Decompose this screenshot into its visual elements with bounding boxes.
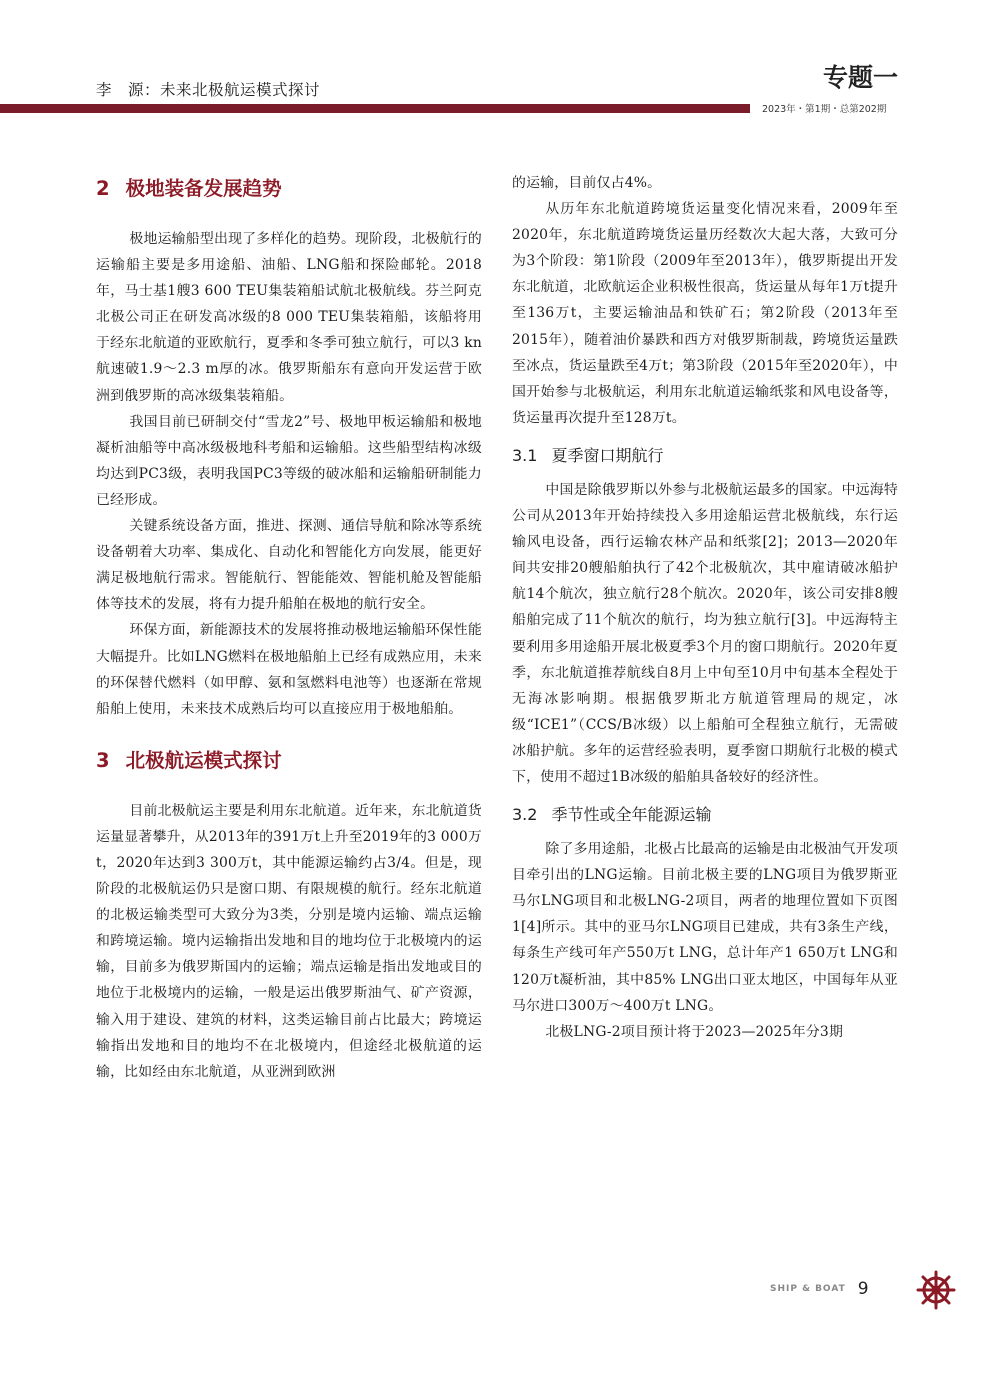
running-head-author-title: 李 源：未来北极航运模式探讨 — [96, 81, 321, 99]
header-rule — [0, 104, 750, 113]
paragraph-continued: 的运输，目前仅占4%。 — [512, 175, 662, 191]
page-number: 9 — [857, 1279, 869, 1299]
page-footer — [770, 1279, 869, 1299]
section-title: 极地装备发展趋势 — [125, 177, 282, 200]
section-number: 2 — [96, 177, 110, 200]
section-number: 3 — [96, 748, 110, 772]
paragraph: 极地运输船型出现了多样化的趋势。现阶段，北极航行的运输船主要是多用途船、油船、LNG船和探险邮轮。2018年，马士基1艘3 600 TEU集装箱船试航北极航线。芬兰阿克北极公司正在研发高冰级的8 000 TEU集装箱船，该船将用于经东北航道的亚欧航行，夏季和冬季可独立航行，可以3 kn航速破1.9～2.3 m厚的冰。俄罗斯船东有意向开发运营于欧洲到俄罗斯的高冰级集装箱船。 — [96, 231, 482, 404]
paragraph: 环保方面，新能源技术的发展将推动极地运输船环保性能大幅提升。比如LNG燃料在极地船舶上已经有成熟应用，未来的环保替代燃料（如甲醇、氨和氢燃料电池等）也逐渐在常规船舶上使用，未来技术成熟后均可以直接应用于极地船舶。 — [96, 622, 482, 717]
section-label: 专题一 — [822, 63, 898, 92]
paragraph: 北极LNG-2项目预计将于2023—2025年分3期 — [545, 1023, 844, 1040]
section-2-heading — [96, 174, 482, 204]
left-column — [96, 170, 482, 1085]
paragraph: 中国是除俄罗斯以外参与北极航运最多的国家。中远海特公司从2013年开始持续投入多用途船运营北极航线，东行运输风电设备，西行运输农林产品和纸浆[2]；2013—2020年间共安排20艘船舶执行了42个北极航次，其中雇请破冰船护航14个航次，独立航行28个航次。2020年，该公司安排8艘船舶完成了11个航次的航行，均为独立航行[3]。中远海特主要利用多用途船开展北极夏季3个月的窗口期航行。2020年夏季，东北航道推荐航线自8月上中旬至10月中旬基本全程处于无海冰影响期。根据俄罗斯北方航道管理局的规定，冰级“ICE1”（CCS/B冰级）以上船舶可全程独立航行，无需破冰船护航。多年的运营经验表明，夏季窗口期航行北极的模式下，使用不超过1B冰级的船舶具备较好的经济性。 — [512, 481, 898, 785]
subsection-title: 季节性或全年能源运输 — [551, 805, 712, 825]
paragraph: 目前北极航运主要是利用东北航道。近年来，东北航道货运量显著攀升，从2013年的391万t上升至2019年的3 000万t，2020年达到3 300万t，其中能源运输约占3/4。但是，现阶段的北极航运仍只是窗口期、有限规模的航行。经东北航道的北极运输类型可大致分为3类，分别是境内运输、端点运输和跨境运输。境内运输指出发地和目的地均位于北极境内的运输，目前多为俄罗斯国内的运输；端点运输是指出发地或目的地位于北极境内的运输，一般是运出俄罗斯油气、矿产资源，输入用于建设、建筑的材料，这类运输目前占比最大；跨境运输指出发地和目的地均不在北极境内，但途经北极航道的运输，比如经由东北航道，从亚洲到欧洲 — [96, 802, 482, 1080]
issue-info: 2023年・第1期・总第202期 — [762, 104, 887, 115]
subsection-number: 3.2 — [512, 805, 538, 825]
paragraph: 关键系统设备方面，推进、探测、通信导航和除冰等系统设备朝着大功率、集成化、自动化和智能化方向发展，能更好满足极地航行需求。智能航行、智能能效、智能机舱及智能船体等技术的发展，将有力提升船舶在极地的航行安全。 — [96, 518, 482, 613]
right-column — [512, 170, 898, 1045]
subsection-3-2-heading — [512, 802, 898, 828]
ship-wheel-icon — [916, 1270, 956, 1310]
paragraph: 除了多用途船，北极占比最高的运输是由北极油气开发项目牵引出的LNG运输。目前北极主要的LNG项目为俄罗斯亚马尔LNG项目和北极LNG-2项目，两者的地理位置如下页图1[4]所示。其中的亚马尔LNG项目已建成，共有3条生产线，每条生产线可年产550万t LNG，总计年产1 650万t LNG和120万t凝析油，其中85% LNG出口亚太地区，中国每年从亚马尔进口300万～400万t LNG。 — [512, 841, 898, 1014]
subsection-title: 夏季窗口期航行 — [551, 445, 664, 465]
section-title: 北极航运模式探讨 — [125, 748, 282, 772]
subsection-number: 3.1 — [512, 445, 538, 465]
magazine-brand: SHIP & BOAT — [770, 1284, 846, 1294]
subsection-3-1-heading — [512, 443, 898, 469]
paragraph: 我国目前已研制交付“雪龙2”号、极地甲板运输船和极地凝析油船等中高冰级极地科考船和运输船。这些船型结构冰级均达到PC3级，表明我国PC3等级的破冰船和运输船研制能力已经形成。 — [96, 413, 482, 508]
section-3-heading — [96, 746, 482, 776]
paragraph: 从历年东北航道跨境货运量变化情况来看，2009年至2020年，东北航道跨境货运量历经数次大起大落，大致可分为3个阶段：第1阶段（2009年至2013年），俄罗斯提出开发东北航道，北欧航运企业积极性很高，货运量从每年1万t提升至136万t，主要运输油品和铁矿石；第2阶段（2013年至2015年），随着油价暴跌和西方对俄罗斯制裁，跨境货运量跌至冰点，货运量跌至4万t；第3阶段（2015年至2020年），中国开始参与北极航运，利用东北航道运输纸浆和风电设备等，货运量再次提升至128万t。 — [512, 201, 898, 426]
